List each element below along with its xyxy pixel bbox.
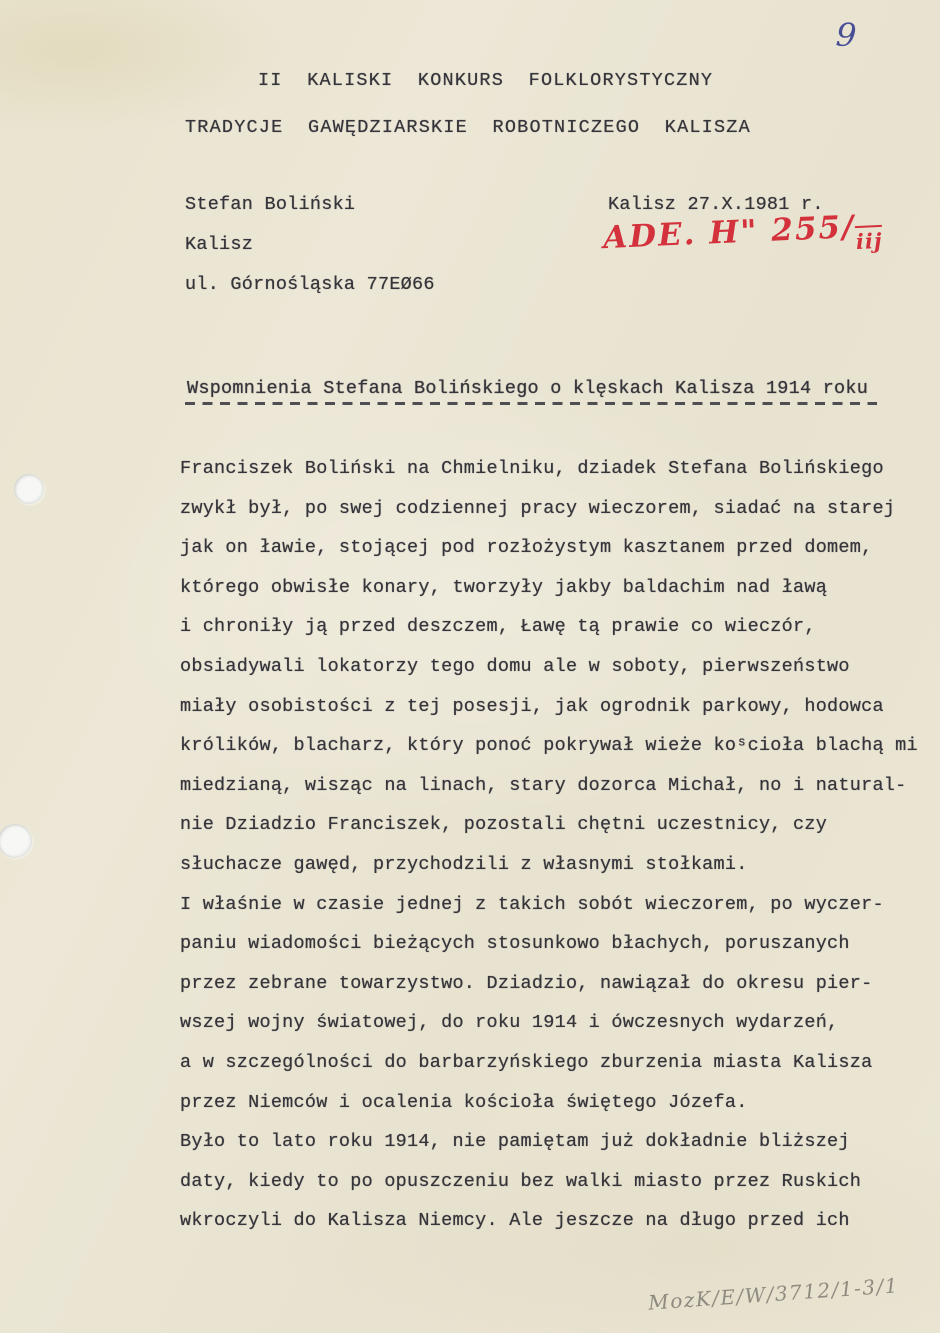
- body-text-line: zwykł był, po swej codziennej pracy wieczorem, siadać na starej: [180, 497, 896, 519]
- body-text-line: nie Dziadzio Franciszek, pozostali chętni uczestnicy, czy: [180, 814, 828, 836]
- body-text-line: miały osobistości z tej posesji, jak ogrodnik parkowy, hodowca: [180, 695, 884, 717]
- punch-hole-bottom: [0, 824, 32, 858]
- body-text: [180, 458, 920, 1250]
- handwritten-page-number: 9: [834, 15, 858, 55]
- red-ink-annotation-main: ADE. H" 255/: [602, 209, 857, 257]
- author-street: ul. Górnośląska 77EØ66: [185, 274, 435, 295]
- document-header-line-1: II KALISKI KONKURS FOLKLORYSTYCZNY: [258, 70, 714, 91]
- body-text-line: królików, blacharz, który ponoć pokrywał wieże koˢcioła blachą mi: [180, 735, 918, 757]
- punch-hole-top: [14, 474, 44, 504]
- red-ink-annotation: [602, 208, 882, 256]
- body-text-line: wkroczyli do Kalisza Niemcy. Ale jeszcze na długo przed ich: [180, 1210, 850, 1232]
- title-dashed-underline: [185, 402, 877, 405]
- document-title: Wspomnienia Stefana Bolińskiego o klęskach Kalisza 1914 roku: [187, 378, 869, 399]
- body-text-line: obsiadywali lokatorzy tego domu ale w soboty, pierwszeństwo: [180, 655, 850, 677]
- body-text-line: i chroniły ją przed deszczem, Ławę tą prawie co wieczór,: [180, 616, 816, 638]
- author-city: Kalisz: [185, 234, 254, 255]
- body-text-line: I właśnie w czasie jednej z takich sobót wieczorem, po wyczer-: [180, 893, 884, 915]
- body-text-line: paniu wiadomości bieżących stosunkowo błachych, poruszanych: [180, 933, 850, 955]
- body-text-line: a w szczególności do barbarzyńskiego zburzenia miasta Kalisza: [180, 1051, 873, 1073]
- date-line: Kalisz 27.X.1981 r.: [608, 194, 824, 215]
- body-text-line: miedzianą, wisząc na linach, stary dozorca Michał, no i natural-: [180, 774, 907, 796]
- body-text-line: Franciszek Boliński na Chmielniku, dziadek Stefana Bolińskiego: [180, 458, 884, 479]
- red-ink-annotation-denominator: iij: [855, 225, 883, 254]
- author-name: Stefan Boliński: [185, 194, 356, 215]
- body-text-line: słuchacze gawęd, przychodzili z własnymi stołkami.: [180, 853, 748, 875]
- body-text-line: wszej wojny światowej, do roku 1914 i ówczesnych wydarzeń,: [180, 1012, 839, 1034]
- body-text-line: jak on ławie, stojącej pod rozłożystym kasztanem przed domem,: [180, 537, 873, 559]
- body-text-line: którego obwisłe konary, tworzyły jakby baldachim nad ławą: [180, 576, 828, 598]
- body-text-line: daty, kiedy to po opuszczeniu bez walki miasto przez Ruskich: [180, 1170, 862, 1192]
- body-text-line: przez Niemców i ocalenia kościoła świętego Józefa.: [180, 1091, 748, 1113]
- body-text-line: przez zebrane towarzystwo. Dziadzio, nawiązał do okresu pier-: [180, 972, 873, 994]
- archive-number-pencil: MozK/E/W/3712/1-3/1: [647, 1273, 900, 1315]
- document-header-line-2: TRADYCJE GAWĘDZIARSKIE ROBOTNICZEGO KALISZA: [185, 117, 751, 138]
- body-text-line: Było to lato roku 1914, nie pamiętam już dokładnie bliższej: [180, 1131, 850, 1153]
